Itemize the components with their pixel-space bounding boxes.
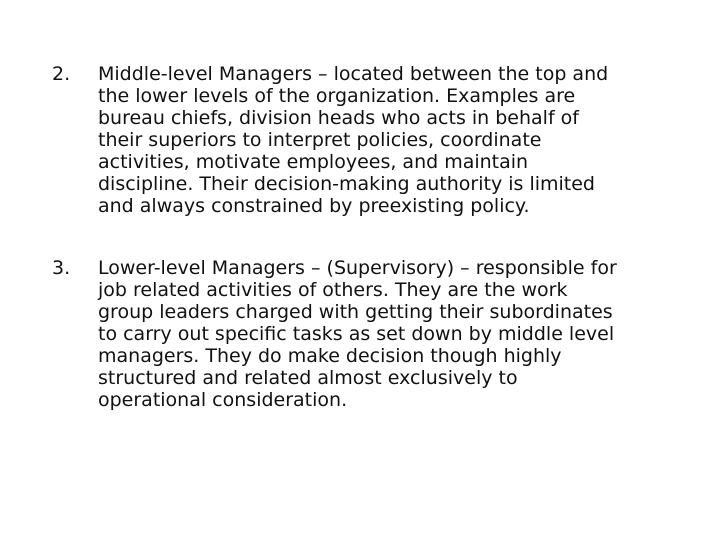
list-item-number: 2.	[52, 63, 71, 85]
list-item-text: Lower-level Managers – (Supervisory) – responsible for job related activities of others. They are the work group leaders charged with getting their subordinates to carry out specific tasks as set down by middle level managers. They do make decision though highly structured and related almost exclusively to operational consideration.	[98, 257, 617, 411]
list-item-text: Middle-level Managers – located between the top and the lower levels of the organization. Examples are bureau chiefs, division heads who acts in behalf of their superiors to interpret policies, coordinate activities, motivate employees, and maintain discipline. Their decision-making authority is limited and always constrained by preexisting policy.	[98, 63, 609, 217]
list-item-number: 3.	[52, 257, 71, 279]
